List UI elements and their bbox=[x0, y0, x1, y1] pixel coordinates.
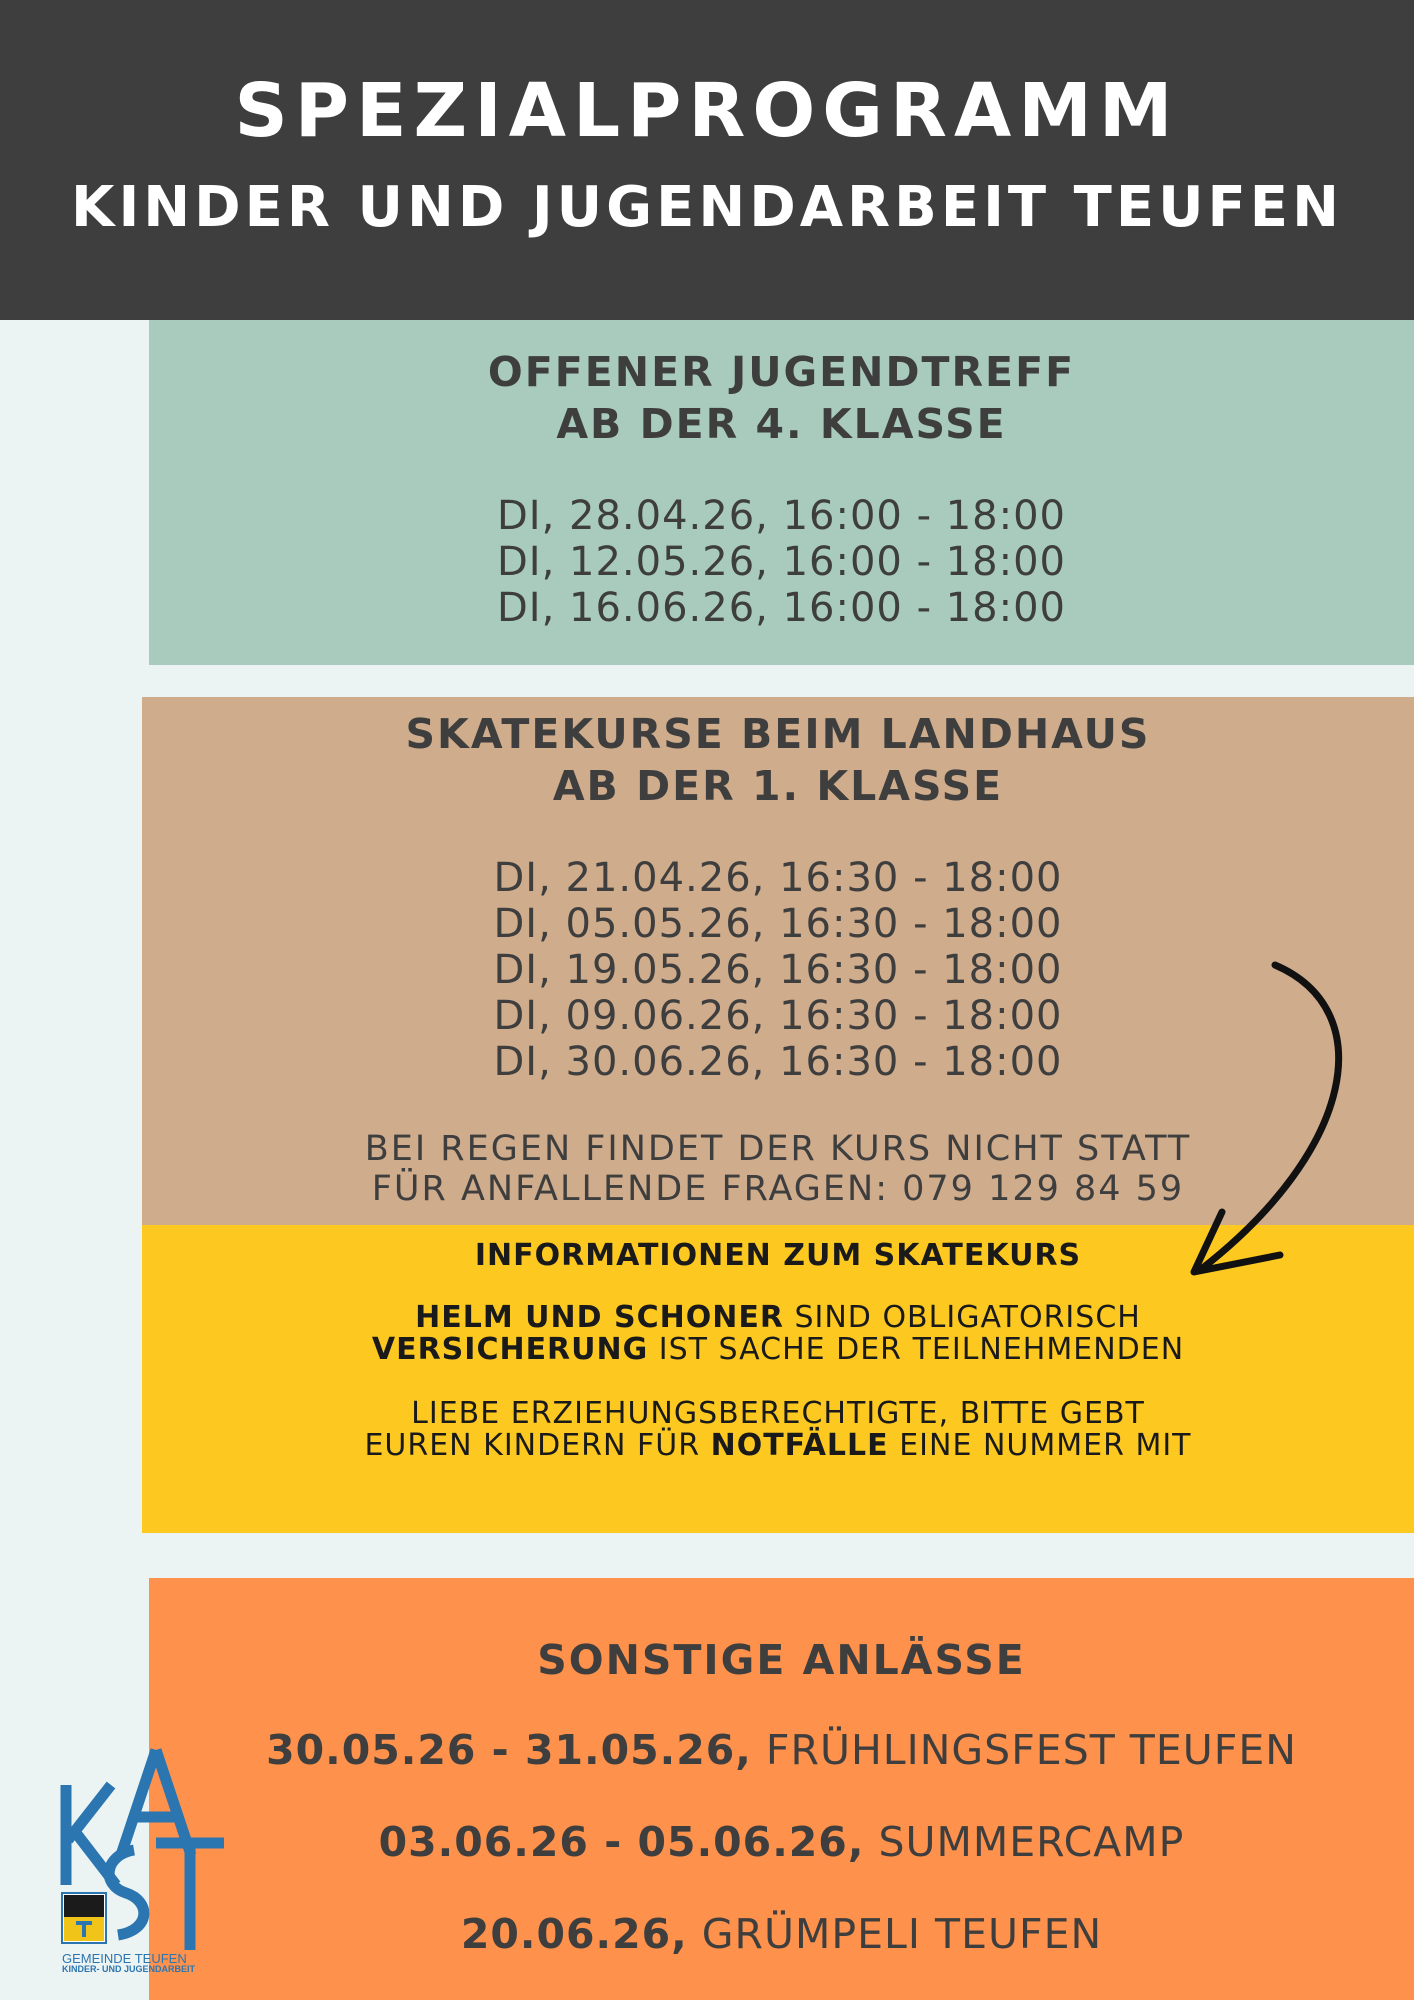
info-line-insurance: VERSICHERUNG IST SACHE DER TEILNEHMENDEN bbox=[371, 1332, 1185, 1367]
kast-logo-mark bbox=[56, 1745, 236, 1955]
page-title: SPEZIALPROGRAMM bbox=[234, 68, 1180, 154]
event-item: 03.06.26 - 05.06.26, SUMMERCAMP bbox=[378, 1818, 1185, 1866]
event-item: 30.05.26 - 31.05.26, FRÜHLINGSFEST TEUFEN bbox=[266, 1726, 1297, 1774]
kast-logo bbox=[56, 1745, 236, 1974]
jugendtreff-date: DI, 28.04.26, 16:00 - 18:00 bbox=[497, 493, 1066, 539]
rain-note: BEI REGEN FINDET DER KURS NICHT STATT bbox=[364, 1129, 1192, 1169]
jugendtreff-age: AB DER 4. KLASSE bbox=[556, 400, 1007, 448]
skatekurse-title: SKATEKURSE BEIM LANDHAUS bbox=[405, 710, 1151, 758]
jugendtreff-date: DI, 16.06.26, 16:00 - 18:00 bbox=[497, 585, 1066, 631]
skatekurs-date: DI, 19.05.26, 16:30 - 18:00 bbox=[493, 947, 1063, 993]
skatekurs-date: DI, 21.04.26, 16:30 - 18:00 bbox=[493, 855, 1063, 901]
jugendtreff-title: OFFENER JUGENDTREFF bbox=[487, 348, 1076, 396]
header-banner bbox=[0, 0, 1414, 320]
page-subtitle: KINDER UND JUGENDARBEIT TEUFEN bbox=[71, 175, 1343, 240]
sonstige-title: SONSTIGE ANLÄSSE bbox=[537, 1636, 1026, 1684]
info-line-emergency: EUREN KINDERN FÜR NOTFÄLLE EINE NUMMER MIT bbox=[364, 1428, 1192, 1463]
logo-brand: GEMEINDE TEUFEN bbox=[62, 1951, 187, 1966]
info-line-helmet: HELM UND SCHONER SIND OBLIGATORISCH bbox=[415, 1300, 1141, 1335]
skatekurse-age: AB DER 1. KLASSE bbox=[552, 762, 1004, 810]
logo-subtitle: KINDER- UND JUGENDARBEIT bbox=[62, 1964, 196, 1974]
curved-arrow-icon bbox=[1180, 950, 1360, 1280]
info-line-parents: LIEBE ERZIEHUNGSBERECHTIGTE, BITTE GEBT bbox=[411, 1396, 1145, 1431]
jugendtreff-date: DI, 12.05.26, 16:00 - 18:00 bbox=[497, 539, 1066, 585]
event-item: 20.06.26, GRÜMPELI TEUFEN bbox=[460, 1910, 1103, 1958]
info-title: INFORMATIONEN ZUM SKATEKURS bbox=[474, 1238, 1082, 1273]
contact-note: FÜR ANFALLENDE FRAGEN: 079 129 84 59 bbox=[371, 1169, 1185, 1209]
sonstige-section bbox=[149, 1578, 1414, 2000]
jugendtreff-section bbox=[149, 320, 1414, 665]
skatekurs-date: DI, 30.06.26, 16:30 - 18:00 bbox=[493, 1039, 1063, 1085]
skatekurs-date: DI, 09.06.26, 16:30 - 18:00 bbox=[493, 993, 1063, 1039]
skatekurs-date: DI, 05.05.26, 16:30 - 18:00 bbox=[493, 901, 1063, 947]
